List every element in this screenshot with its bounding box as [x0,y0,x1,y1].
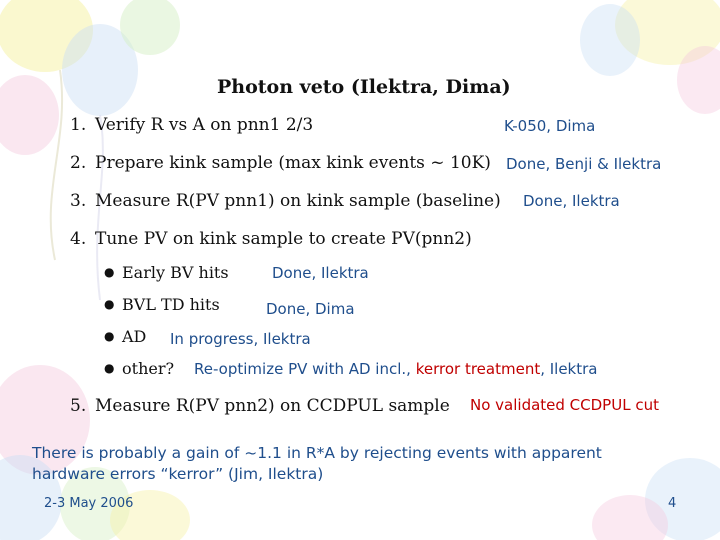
balloon-blue [580,4,640,76]
bullet-icon: ● [104,265,115,279]
balloon-pink [0,75,59,155]
list-item [70,229,472,249]
slide-title: Photon veto (Ilektra, Dima) [217,76,511,98]
item-text: Verify R vs A on pnn1 2/3 [95,115,314,135]
item-number: 4. [70,229,87,249]
item-number: 1. [70,115,87,135]
status-highlight: kerror treatment [415,360,541,378]
sub-item-status: In progress, Ilektra [170,330,311,348]
item-number: 2. [70,153,87,173]
bullet-icon: ● [104,361,115,375]
sub-item-text: BVL TD hits [122,295,220,314]
bullet-icon: ● [104,329,115,343]
item-number: 3. [70,191,87,211]
page-number: 4 [668,496,677,511]
sub-item-status [194,360,598,378]
sub-item-text: Early BV hits [122,263,229,282]
status-text: , Ilektra [540,360,598,378]
sub-item-text: AD [122,327,147,346]
item-status: No validated CCDPUL cut [470,396,659,414]
sub-list-item [104,327,146,346]
item-status: Done, Ilektra [523,192,620,210]
list-item [70,191,501,211]
sub-list-item [104,295,220,314]
item-text: Measure R(PV pnn1) on kink sample (baseline) [95,191,501,211]
status-text: Re-optimize PV with AD incl., [194,360,416,378]
list-item [70,115,313,135]
bullet-icon: ● [104,297,115,311]
footer-date: 2-3 May 2006 [44,496,134,511]
note-text: There is probably a gain of ~1.1 in R*A by rejecting events with apparent hardware errors “kerror” (Jim, Ilektra) [32,444,602,483]
item-number: 5. [70,396,87,416]
list-item [70,396,450,416]
list-item [70,153,491,173]
item-status: Done, Benji & Ilektra [506,155,662,173]
item-status: K-050, Dima [504,117,596,135]
sub-list-item [104,263,229,282]
item-text: Prepare kink sample (max kink events ~ 10K) [95,153,491,173]
sub-list-item [104,359,174,378]
item-text: Tune PV on kink sample to create PV(pnn2) [95,229,472,249]
sub-item-status: Done, Ilektra [272,264,369,282]
sub-item-text: other? [122,359,175,378]
item-text: Measure R(PV pnn2) on CCDPUL sample [95,396,450,416]
sub-item-status: Done, Dima [266,300,355,318]
